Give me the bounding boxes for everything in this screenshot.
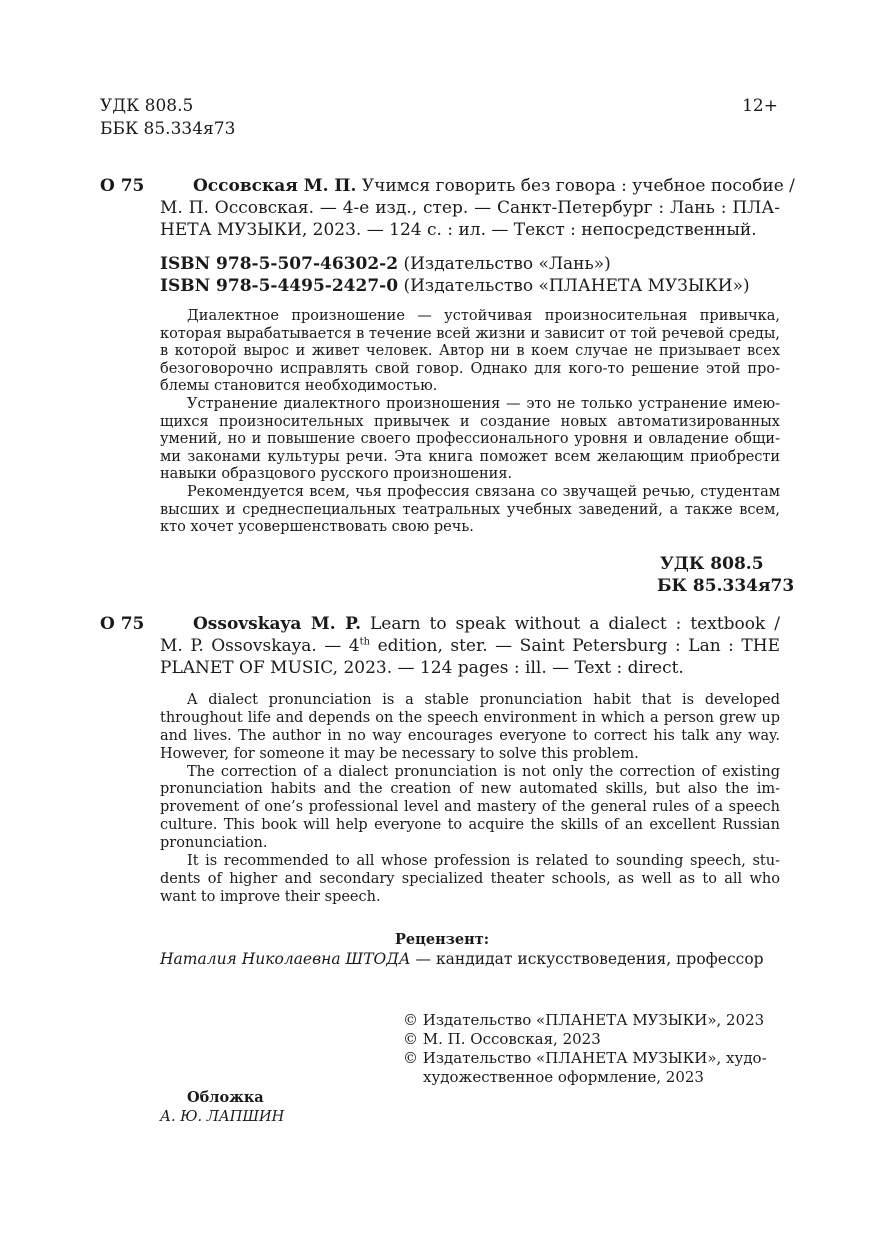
isbn-line-2 <box>160 275 750 297</box>
cover-heading: Обложка <box>187 1089 264 1106</box>
en-annotation-line: want to improve their speech. <box>160 888 381 905</box>
ru-entry <box>160 175 795 241</box>
classification-bk: БК 85.334я73 <box>657 576 795 596</box>
en-annotation-line: pronunciation habits and the creation of new automated skills, but also the im- <box>160 781 780 798</box>
header-udk: УДК 808.5 <box>100 96 194 116</box>
en-annotation-line: A dialect pronunciation is a stable pronunciation habit that is developed <box>187 692 780 708</box>
copyright-line: © Издательство «ПЛАНЕТА МУЗЫКИ», худо- <box>403 1049 767 1067</box>
ru-annotation-line: Диалектное произношение — устойчивая произносительная привычка, <box>187 308 780 324</box>
copyright-block <box>403 1011 767 1087</box>
ru-annotation-line: ми законами культуры речи. Эта книга поможет всем желающим приобрести <box>160 448 780 465</box>
en-annotation-line: The correction of a dialect pronunciation is not only the correction of existing <box>187 763 780 780</box>
isbn-number: ISBN 978-5-4495-2427-0 <box>160 276 399 296</box>
reviewer-heading: Рецензент: <box>395 931 490 948</box>
isbn-publisher: (Издательство «ПЛАНЕТА МУЗЫКИ») <box>403 276 750 296</box>
ru-annotation-line: кто хочет усовершенствовать свою речь. <box>160 519 474 536</box>
en-entry-code: О 75 <box>100 614 145 634</box>
ru-entry-author: Оссовская М. П. <box>193 176 357 196</box>
classification-udk: УДК 808.5 <box>660 554 764 574</box>
en-entry-title: Learn to speak without a dialect : textbook / <box>369 614 781 634</box>
ru-entry-code: О 75 <box>100 176 145 196</box>
ru-annotation-line: которая вырабатывается в течение всей жизни и зависит от той речевой среды, <box>160 325 780 342</box>
edition-superscript: th <box>359 636 371 648</box>
age-rating: 12+ <box>742 96 778 116</box>
ru-annotation-line: высших и среднеспециальных театральных учебных заведений, а также всем, <box>160 501 780 518</box>
en-annotation-line: pronunciation. <box>160 835 268 852</box>
en-annotation-line: provement of one’s professional level and mastery of the general rules of a speech <box>160 799 780 816</box>
copyright-line: © Издательство «ПЛАНЕТА МУЗЫКИ», 2023 <box>403 1011 765 1029</box>
ru-annotation-line: щихся произносительных привычек и создание новых автоматизированных <box>160 413 780 430</box>
en-annotation-line: dents of higher and secondary specialized theater schools, as well as to all who <box>160 870 780 887</box>
isbn-line-1 <box>160 253 611 275</box>
en-entry-line1 <box>160 613 780 635</box>
ru-entry-title: Учимся говорить без говора : учебное пособие / <box>361 176 795 196</box>
ru-annotation-line: навыки образцового русского произношения. <box>160 466 513 483</box>
en-entry-line2 <box>160 635 780 657</box>
isbn-number: ISBN 978-5-507-46302-2 <box>160 254 399 274</box>
ru-entry-line1 <box>160 175 795 197</box>
cover-artist: А. Ю. ЛАПШИН <box>160 1109 285 1125</box>
ru-entry-line3: НЕТА МУЗЫКИ, 2023. — 124 с. : ил. — Текст : непосредственный. <box>160 220 757 240</box>
ru-annotation-line: Рекомендуется всем, чья профессия связана со звучащей речью, студентам <box>187 483 780 500</box>
ru-annotation-line: умений, но и повышение своего профессионального уровня и овладение общи- <box>160 431 780 448</box>
en-entry-line3: PLANET OF MUSIC, 2023. — 124 pages : ill. — Text : direct. <box>160 658 684 678</box>
ru-annotation-line: Устранение диалектного произношения — это не только устранение имею- <box>187 395 780 412</box>
en-annotation-line: It is recommended to all whose profession is related to sounding speech, stu- <box>187 853 780 870</box>
en-annotation-line: and lives. The author in no way encourages everyone to correct his talk any way. <box>160 727 780 744</box>
reviewer-name: Наталия Николаевна ШТОДА <box>160 950 411 968</box>
ru-entry-line2: М. П. Оссовская. — 4-е изд., стер. — Санкт-Петербург : Лань : ПЛА- <box>160 198 780 218</box>
copyright-line: © М. П. Оссовская, 2023 <box>403 1030 601 1048</box>
ru-annotation-line: блемы становится необходимостью. <box>160 378 438 395</box>
ru-annotation <box>160 308 780 537</box>
en-entry-author: Ossovskaya M. P. <box>193 614 361 634</box>
reviewer-line <box>160 949 764 969</box>
en-annotation <box>160 692 780 907</box>
reviewer-description: — кандидат искусствоведения, профессор <box>410 950 764 968</box>
en-entry <box>160 613 780 679</box>
ru-annotation-line: безоговорочно исправлять свой говор. Однако для кого-то решение этой про- <box>160 360 780 377</box>
en-annotation-line: culture. This book will help everyone to acquire the skills of an excellent Russian <box>160 817 780 834</box>
copyright-line: художественное оформление, 2023 <box>423 1068 704 1086</box>
ru-annotation-line: в которой вырос и живет человек. Автор ни в коем случае не призывает всех <box>160 343 780 360</box>
en-entry-line2-b: edition, ster. — Saint Petersburg : Lan : THE <box>370 636 780 656</box>
isbn-publisher: (Издательство «Лань») <box>403 254 611 274</box>
en-annotation-line: throughout life and depends on the speech environment in which a person grew up <box>160 709 780 726</box>
en-entry-line2-a: M. P. Ossovskaya. — 4 <box>160 636 360 656</box>
header-bbk: ББК 85.334я73 <box>100 119 236 139</box>
en-annotation-line: However, for someone it may be necessary to solve this problem. <box>160 745 639 762</box>
